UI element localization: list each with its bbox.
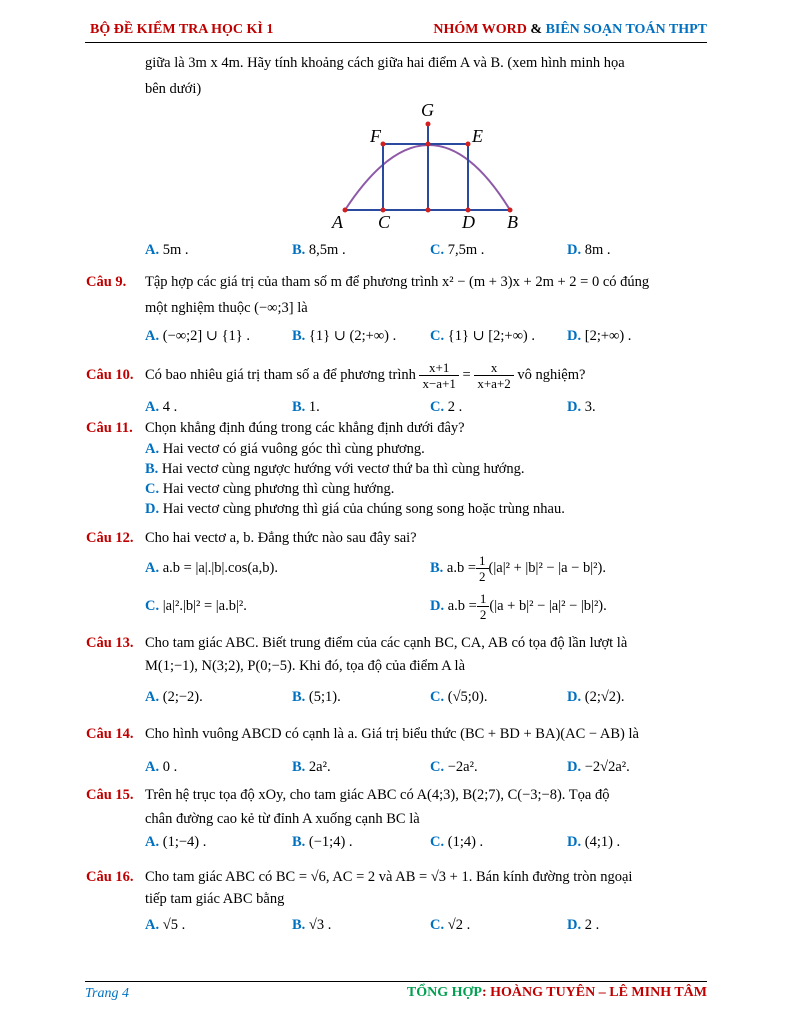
q9-option-d: D. [2;+∞) . bbox=[567, 328, 632, 344]
q12-number: Câu 12. bbox=[86, 530, 134, 546]
q10-option-c: C. 2 . bbox=[430, 399, 463, 415]
q8-text-line1: giữa là 3m x 4m. Hãy tính khoảng cách giữa hai điểm A và B. (xem hình minh họa bbox=[145, 55, 625, 71]
q11-text: Chọn khẳng định đúng trong các khẳng định dưới đây? bbox=[145, 420, 465, 436]
point-mid-top bbox=[426, 142, 431, 147]
page-number: Trang 4 bbox=[85, 986, 129, 1001]
q16-option-c: C. √2 . bbox=[430, 917, 471, 933]
header-title: BỘ ĐỀ KIỂM TRA HỌC KÌ 1 bbox=[90, 22, 274, 37]
point-mid bbox=[426, 208, 431, 213]
q15-text-line1: Trên hệ trục tọa độ xOy, cho tam giác ABC có A(4;3), B(2;7), C(−3;−8). Tọa độ bbox=[145, 787, 610, 803]
q16-text-line2: tiếp tam giác ABC bằng bbox=[145, 891, 285, 907]
q10-fraction-left: $\frac{x+1}{x-a+1}$ bbox=[419, 360, 458, 391]
q13-text-line2: M(1;−1), N(3;2), P(0;−5). Khi đó, tọa độ của điểm A là bbox=[145, 658, 466, 674]
q16-option-a: A. √5 . bbox=[145, 917, 186, 933]
label-a: A bbox=[332, 212, 343, 232]
label-e: E bbox=[472, 126, 483, 146]
q9-option-b: B. {1} ∪ (2;+∞) . bbox=[292, 328, 397, 344]
page-footer bbox=[85, 981, 707, 1006]
label-f: F bbox=[370, 126, 381, 146]
q9-text-line2: một nghiệm thuộc (−∞;3] là bbox=[145, 300, 308, 316]
point-e bbox=[466, 142, 471, 147]
q13-text-line1: Cho tam giác ABC. Biết trung điểm của các cạnh BC, CA, AB có tọa độ lần lượt là bbox=[145, 635, 628, 651]
header-group bbox=[433, 22, 707, 38]
q15-option-b: B. (−1;4) . bbox=[292, 834, 353, 850]
label-c: C bbox=[378, 212, 391, 232]
q11-option-a: A. Hai vectơ có giá vuông góc thì cùng phương. bbox=[145, 441, 425, 457]
q12-option-a: A. a.b = |a|.|b|.cos(a,b). bbox=[145, 560, 278, 576]
q11-option-b: B. Hai vectơ cùng ngược hướng với vectơ thứ ba thì cùng hướng. bbox=[145, 461, 525, 477]
q15-option-c: C. (1;4) . bbox=[430, 834, 484, 850]
q11-option-c: C. Hai vectơ cùng phương thì cùng hướng. bbox=[145, 481, 395, 497]
q15-option-a: A. (1;−4) . bbox=[145, 834, 207, 850]
q12-option-d: D. a.b = $\frac{1}{2}$ (|a + b|² − |a|² − |b|²). bbox=[430, 591, 607, 623]
q10-text: Có bao nhiêu giá trị tham số a để phương trình $\frac{x+1}{x-a+1}$ = $\frac{x}{x+a+2}$ vô nghiệm? bbox=[145, 360, 586, 392]
q10-option-d: D. 3. bbox=[567, 399, 596, 415]
q8-text-line2: bên dưới) bbox=[145, 81, 202, 97]
q8-option-b: B. 8,5m . bbox=[292, 242, 346, 258]
q13-number: Câu 13. bbox=[86, 635, 134, 651]
q16-option-d: D. 2 . bbox=[567, 917, 600, 933]
q8-option-a: A. 5m . bbox=[145, 242, 189, 258]
q11-number: Câu 11. bbox=[86, 420, 133, 436]
q8-option-c: C. 7,5m . bbox=[430, 242, 485, 258]
parabola-figure bbox=[320, 100, 530, 235]
q9-option-a: A. (−∞;2] ∪ {1} . bbox=[145, 328, 251, 344]
q15-number: Câu 15. bbox=[86, 787, 134, 803]
header-amp: & bbox=[526, 22, 546, 37]
q8-option-d: D. 8m . bbox=[567, 242, 611, 258]
q9-number: Câu 9. bbox=[86, 274, 127, 290]
point-g bbox=[426, 122, 431, 127]
header-group-part1: NHÓM WORD bbox=[433, 22, 527, 37]
q12-option-b: B. a.b = $\frac{1}{2}$ (|a|² + |b|² − |a − b|²). bbox=[430, 553, 606, 585]
q12-option-c: C. |a|².|b|² = |a.b|². bbox=[145, 598, 247, 614]
footer-authors: TỔNG HỢP: HOÀNG TUYÊN – LÊ MINH TÂM bbox=[406, 985, 707, 1000]
q13-option-d: D. (2;√2). bbox=[567, 689, 625, 705]
q16-text-line1: Cho tam giác ABC có BC = √6, AC = 2 và AB = √3 + 1. Bán kính đường tròn ngoại bbox=[145, 869, 633, 885]
q10-fraction-right: $\frac{x}{x+a+2}$ bbox=[474, 360, 513, 391]
q16-number: Câu 16. bbox=[86, 869, 134, 885]
q12-text: Cho hai vectơ a, b. Đẳng thức nào sau đây sai? bbox=[145, 530, 417, 546]
q14-option-c: C. −2a². bbox=[430, 759, 478, 775]
q16-option-b: B. √3 . bbox=[292, 917, 332, 933]
q11-option-d: D. Hai vectơ cùng phương thì giá của chúng song song hoặc trùng nhau. bbox=[145, 501, 565, 517]
q12-d-half: $\frac{1}{2}$ bbox=[477, 591, 490, 622]
label-g: G bbox=[421, 100, 434, 120]
header-group-part2: BIÊN SOẠN TOÁN THPT bbox=[545, 22, 707, 37]
q13-option-a: A. (2;−2). bbox=[145, 689, 203, 705]
q14-text: Cho hình vuông ABCD có cạnh là a. Giá trị biểu thức (BC + BD + BA)(AC − AB) là bbox=[145, 726, 639, 742]
q9-text-line1: Tập hợp các giá trị của tham số m để phương trình x² − (m + 3)x + 2m + 2 = 0 có đúng bbox=[145, 274, 650, 290]
q13-option-c: C. (√5;0). bbox=[430, 689, 488, 705]
q14-option-a: A. 0 . bbox=[145, 759, 178, 775]
label-d: D bbox=[462, 212, 475, 232]
point-a bbox=[343, 208, 348, 213]
q14-number: Câu 14. bbox=[86, 726, 134, 742]
q9-option-c: C. {1} ∪ [2;+∞) . bbox=[430, 328, 536, 344]
q12-b-half: $\frac{1}{2}$ bbox=[476, 553, 489, 584]
q10-option-a: A. 4 . bbox=[145, 399, 178, 415]
q14-option-d: D. −2√2a². bbox=[567, 759, 630, 775]
label-b: B bbox=[507, 212, 518, 232]
q14-option-b: B. 2a². bbox=[292, 759, 331, 775]
q13-option-b: B. (5;1). bbox=[292, 689, 341, 705]
q15-text-line2: chân đường cao kẻ từ đỉnh A xuống cạnh BC là bbox=[145, 811, 420, 827]
q10-option-b: B. 1. bbox=[292, 399, 320, 415]
page-header bbox=[85, 20, 707, 43]
q10-number: Câu 10. bbox=[86, 367, 134, 383]
point-f bbox=[381, 142, 386, 147]
q15-option-d: D. (4;1) . bbox=[567, 834, 621, 850]
